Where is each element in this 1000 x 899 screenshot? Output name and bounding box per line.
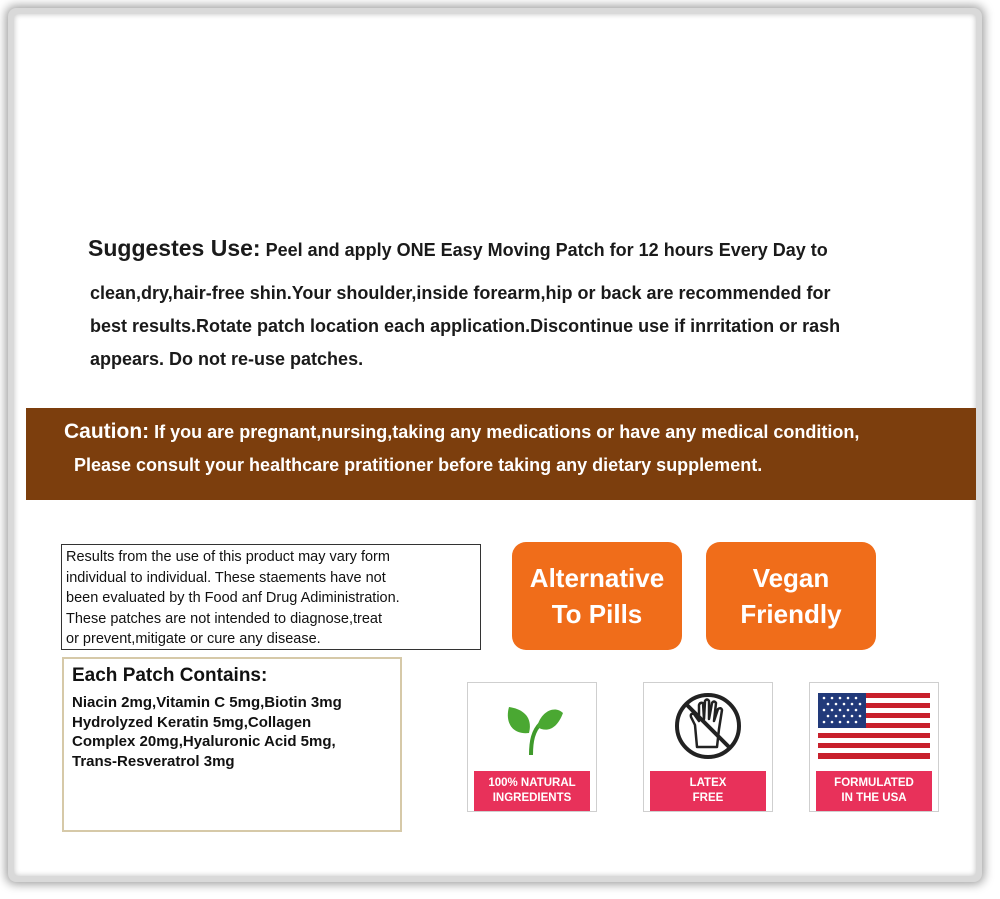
ingredients-line: Complex 20mg,Hyaluronic Acid 5mg, [72,733,336,750]
vegan-line: Vegan [752,563,830,593]
vegan-line: Friendly [740,599,842,629]
badge-label: IN THE USA [841,792,907,804]
ingredients-box [62,657,402,832]
ingredients-line: Niacin 2mg,Vitamin C 5mg,Biotin 3mg [72,694,342,711]
suggested-use-line: appears. Do not re-use patches. [90,349,364,369]
badge-label: FORMULATED [834,777,914,789]
suggested-use-line: Peel and apply ONE Easy Moving Patch for 12 hours Every Day to [265,240,828,260]
leaf-icon [468,683,596,769]
alternative-to-pills-badge [512,542,682,650]
disclaimer-line: or prevent,mitigate or cure any disease. [66,631,321,647]
disclaimer-line: been evaluated by th Food anf Drug Adiministration. [66,590,400,606]
us-flag-icon [810,683,938,769]
caution-line: Please consult your healthcare pratitioner before taking any dietary supplement. [74,455,763,475]
caution-line: If you are pregnant,nursing,taking any medications or have any medical condition, [154,422,860,442]
alternative-line: Alternative [529,563,665,593]
badge-label: FREE [692,792,724,804]
suggested-use-title: Suggestes Use: [88,235,261,261]
caution-banner [26,408,976,500]
suggested-use-line: clean,dry,hair-free shin.Your shoulder,inside forearm,hip or back are recommended for [90,283,831,303]
badge-label: LATEX [689,777,727,789]
suggested-use-line: best results.Rotate patch location each application.Discontinue use if inrritation or rash [90,316,841,336]
caution-title: Caution: [64,420,150,443]
alternative-line: To Pills [551,599,643,629]
latex-free-badge [643,682,773,812]
ingredients-line: Hydrolyzed Keratin 5mg,Collagen [72,713,312,731]
disclaimer-line: Results from the use of this product may vary form [66,549,390,565]
suggested-use-section [88,232,968,376]
disclaimer-line: These patches are not intended to diagnose,treat [66,610,382,627]
vegan-friendly-badge [706,542,876,650]
formulated-in-usa-badge [809,682,939,812]
disclaimer-line: individual to individual. These staements have not [66,569,386,586]
badge-label: 100% NATURAL [488,777,576,789]
ingredients-line: Trans-Resveratrol 3mg [72,752,235,770]
natural-ingredients-badge [467,682,597,812]
badge-label: INGREDIENTS [492,792,572,804]
no-glove-icon [644,683,772,769]
ingredients-title: Each Patch Contains: [72,665,268,686]
disclaimer-box [61,544,481,650]
